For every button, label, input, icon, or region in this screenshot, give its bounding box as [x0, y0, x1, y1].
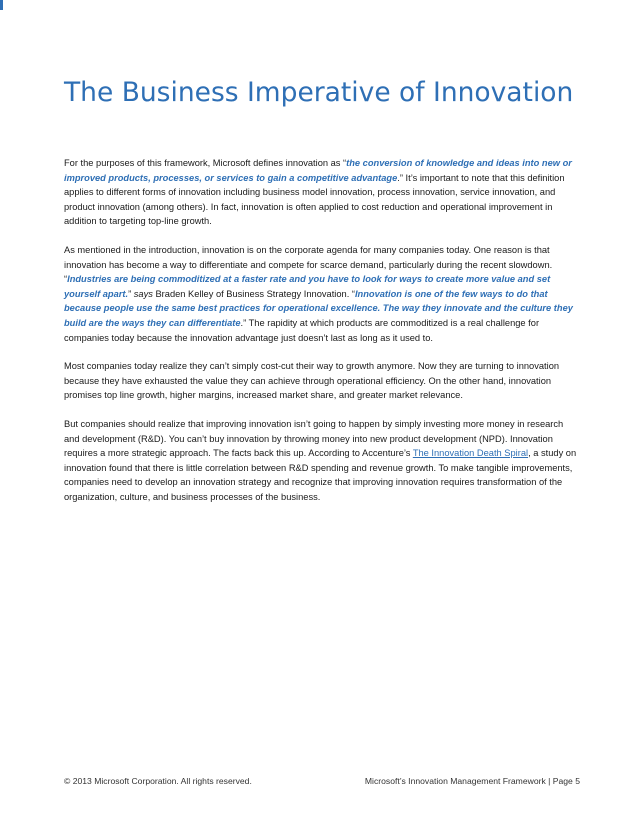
paragraph-definition: [64, 156, 580, 229]
paragraph-rnd-spending: [64, 417, 580, 505]
text-run: For the purposes of this framework, Microsoft defines innovation as “: [64, 158, 347, 168]
page-title: The Business Imperative of Innovation: [64, 77, 574, 108]
corner-mark: [0, 0, 3, 10]
definition-quote: the conversion of knowledge and ideas into new or improved products, processes, or services to gain a competitive advantage: [64, 158, 572, 183]
text-run: Braden Kelley of Business Strategy Innovation. “: [152, 288, 355, 299]
footer-page-info: Microsoft’s Innovation Management Framework | Page 5: [364, 776, 580, 786]
kelley-quote-1: Industries are being commoditized at a faster rate and you have to look for ways to create more value and set yourself apart.: [64, 274, 551, 299]
text-run: But companies should realize that improving innovation isn’t going to happen by simply investing more money in research and development (R&D). You can’t buy innovation by throwing money into new product development (NPD). Innovation requires a more strategic approach. The facts back this up. According to Accenture’s: [64, 418, 564, 459]
innovation-death-spiral-link[interactable]: The Innovation Death Spiral: [412, 448, 529, 459]
text-run: .” It’s important to note that this definition applies to different forms of innovation including business model innovation, process innovation, service innovation, and product innovation (among others). In fact, innovation is often applied to cost reduction and operational improvement in addition to targeting top-line growth.: [64, 172, 565, 227]
says-word: says: [133, 288, 153, 299]
page-footer: [64, 776, 580, 786]
text-run: , a study on innovation found that there is little correlation between R&D spending and revenue growth. To make tangible improvements, companies need to develop an innovation strategy and recognize that improving innovation requires transformation of the organization, culture, and business processes of the business.: [64, 448, 577, 502]
kelley-quote-2: Innovation is one of the few ways to do that because people use the same best practices for operational excellence. The way they innovate and the culture they build are the ways they can differentiate: [64, 288, 573, 328]
paragraph-corporate-agenda: [64, 243, 580, 345]
paragraph-cost-cutting: Most companies today realize they can’t simply cost-cut their way to growth anymore. Now they are turning to innovation because they have exhausted the value they can achieve through operational efficiency. On the other hand, innovation promises top line growth, higher margins, increased market share, and greater market relevance.: [64, 361, 560, 401]
footer-copyright: © 2013 Microsoft Corporation. All rights reserved.: [64, 776, 252, 786]
text-run: ”: [128, 288, 134, 299]
body-text: [64, 156, 580, 518]
text-run: As mentioned in the introduction, innovation is on the corporate agenda for many companies today. One reason is that innovation has become a way to differentiate and compete for scarce demand, particularly during the recent slowdown. “: [64, 244, 553, 285]
text-run: .” The rapidity at which products are commoditized is a real challenge for companies today because the innovation advantage just doesn’t last as long as it used to.: [64, 317, 540, 343]
